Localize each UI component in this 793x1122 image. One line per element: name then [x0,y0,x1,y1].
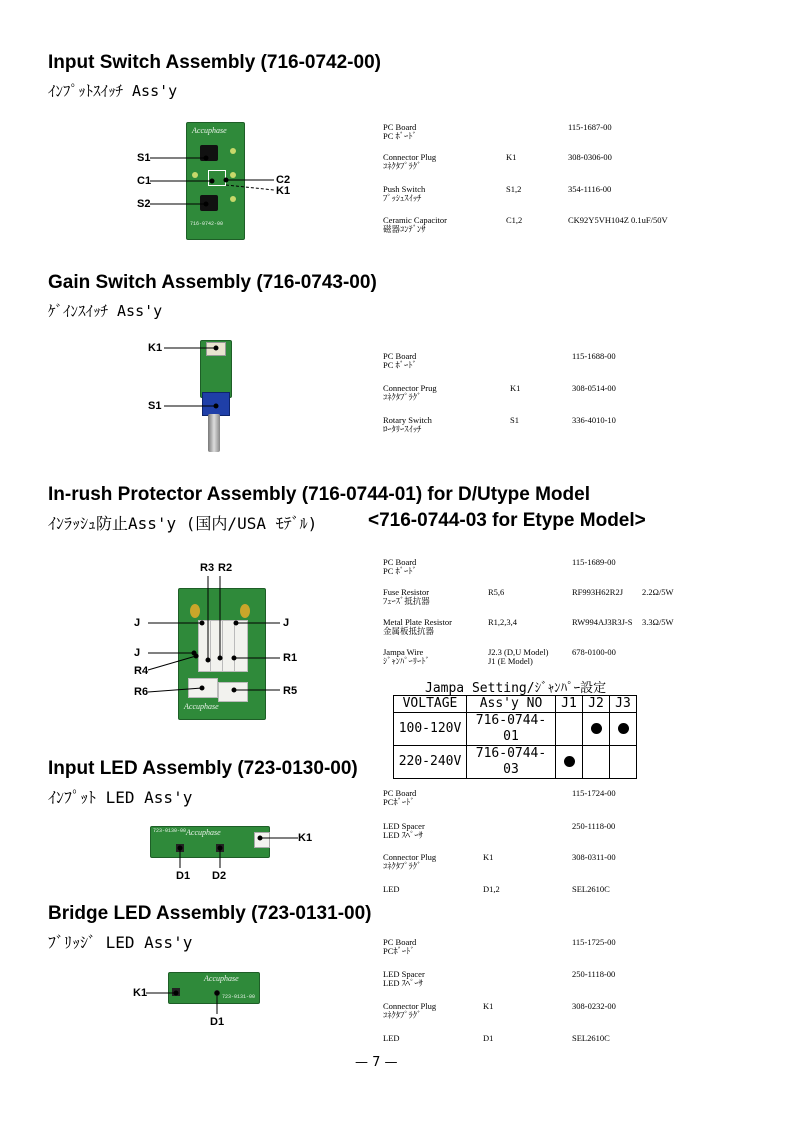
part-name-jp: ﾌｭｰｽﾞ抵抗器 [383,596,430,606]
part-name: Rotary Switch [383,415,432,425]
part-number: 115-1689-00 [572,557,616,567]
jumper-cell [583,746,610,779]
part-ref: R1,2,3,4 [488,617,518,627]
label-s1: S1 [148,400,162,412]
part-name: LED [383,1033,400,1043]
part-name-jp: PC ﾎﾞｰﾄﾞ [383,566,417,576]
part-ref: J1 (E Model) [488,656,533,666]
label-c2: C2 [276,174,291,186]
inrush-leaders [130,560,310,722]
accuphase-logo: Accuphase [186,828,221,837]
accuphase-logo: Accuphase [204,974,239,983]
label-d1: D1 [176,870,191,882]
part-number: CK92Y5VH104Z 0.1uF/50V [568,215,668,225]
label-c1: C1 [137,175,152,187]
part-name: Ceramic Capacitor [383,215,447,225]
part-number: RW994AJ3R3J-S [572,617,633,627]
input-led-title: Input LED Assembly (723-0130-00) [48,758,358,779]
label-r3: R3 [200,562,215,574]
inrush-subtitle: ｲﾝﾗｯｼｭ防止Ass'y (国内/USA ﾓﾃﾞﾙ) [48,514,318,533]
table-row [394,713,637,746]
bridge-led-title: Bridge LED Assembly (723-0131-00) [48,903,372,924]
table-header: J2 [583,696,610,713]
jumper-cell [556,746,583,779]
part-name: PC Board [383,122,417,132]
label-r6: R6 [134,686,149,698]
jumper-dot [591,723,602,734]
part-name: LED Spacer [383,821,425,831]
part-name-jp: ﾌﾟｯｼｭｽｲｯﾁ [383,193,422,203]
label-j: J [134,647,141,659]
bridge-led-photo: Accuphase 723-0131-00 [130,966,270,1028]
part-ref: K1 [483,852,494,862]
part-ref: D1 [483,1033,494,1043]
part-name: Fuse Resistor [383,587,430,597]
label-r5: R5 [283,685,298,697]
jumper-cell [610,746,637,779]
part-name-jp: PCﾎﾞｰﾄﾞ [383,797,415,807]
label-s1: S1 [137,152,151,164]
label-r1: R1 [283,652,298,664]
part-number: 250-1118-00 [572,821,616,831]
voltage-cell: 100-120V [394,713,467,746]
part-name-jp: PCﾎﾞｰﾄﾞ [383,946,415,956]
part-ref: D1,2 [483,884,500,894]
part-number: SEL2610C [572,1033,610,1043]
part-number: 308-0311-00 [572,852,616,862]
bridge-led-subtitle: ﾌﾞﾘｯｼﾞ LED Ass'y [48,933,193,952]
voltage-cell: 220-240V [394,746,467,779]
assy-cell: 716-0744-01 [467,713,556,746]
part-name-jp: ｺﾈｸﾀﾌﾟﾗｸﾞ [383,161,422,171]
part-name-jp: PC ﾎﾞｰﾄﾞ [383,131,417,141]
part-name-jp: ｺﾈｸﾀﾌﾟﾗｸﾞ [383,392,422,402]
table-header: Ass'y NO [467,696,556,713]
label-r4: R4 [134,665,149,677]
part-number: 115-1724-00 [572,788,616,798]
part-name-jp: 金属板抵抗器 [383,626,435,636]
label-j: J [283,617,290,629]
part-name: Connector Plug [383,1001,437,1011]
part-name: LED Spacer [383,969,425,979]
part-name: Connector Prug [383,383,437,393]
jumper-dot [564,756,575,767]
table-header-row [394,696,637,713]
part-ref: J2.3 (D,U Model) [488,647,549,657]
part-name: Jampa Wire [383,647,424,657]
part-name-jp: ｺﾈｸﾀﾌﾟﾗｸﾞ [383,1010,422,1020]
part-name: PC Board [383,788,417,798]
inrush-title: In-rush Protector Assembly (716-0744-01) for D/Utype Model [48,484,590,505]
part-number: 336-4010-10 [572,415,616,425]
part-name: PC Board [383,351,417,361]
part-number: 115-1687-00 [568,122,612,132]
accuphase-logo: Accuphase [192,126,227,135]
table-header: J3 [610,696,637,713]
part-name: Connector Plug [383,152,437,162]
input-switch-subtitle: ｲﾝﾌﾟｯﾄｽｲｯﾁ Ass'y [48,82,178,100]
part-number: 678-0100-00 [572,647,616,657]
input-switch-title: Input Switch Assembly (716-0742-00) [48,52,381,73]
page-number: — 7 — [355,1055,398,1070]
bridge-led-leaders [130,966,270,1028]
input-led-leaders [150,822,313,884]
part-name-jp: LED ｽﾍﾟｰｻ [383,830,423,840]
part-number: 308-0306-00 [568,152,612,162]
jumper-cell [583,713,610,746]
part-name: PC Board [383,557,417,567]
part-number: 250-1118-00 [572,969,616,979]
part-number: 308-0232-00 [572,1001,616,1011]
part-number: 115-1725-00 [572,937,616,947]
part-name-jp: PC ﾎﾞｰﾄﾞ [383,360,417,370]
part-name-jp: ｺﾈｸﾀﾌﾟﾗｸﾞ [383,861,422,871]
table-row [394,746,637,779]
gain-switch-subtitle: ｹﾞｲﾝｽｲｯﾁ Ass'y [48,302,163,320]
accuphase-logo: Accuphase [184,702,219,711]
assy-cell: 716-0744-03 [467,746,556,779]
part-name: LED [383,884,400,894]
part-ref: K1 [506,152,517,162]
part-value: 3.3Ω/5W [642,617,674,627]
part-name-jp: ﾛｰﾀﾘｰｽｲｯﾁ [383,424,422,434]
jumper-setting-table [393,695,637,779]
label-r2: R2 [218,562,233,574]
part-name: PC Board [383,937,417,947]
part-ref: S1,2 [506,184,522,194]
jumper-setting-title: Jampa Setting/ｼﾞｬﾝﾊﾟｰ設定 [425,681,607,696]
part-ref: K1 [483,1001,494,1011]
input-switch-leaders [130,118,300,243]
jumper-dot [618,723,629,734]
label-k1: K1 [298,832,313,844]
label-d1: D1 [210,1016,225,1028]
input-switch-photo: Accuphase 716-0742-00 [130,118,300,243]
label-k1: K1 [276,185,291,197]
label-j: J [134,617,141,629]
input-led-photo: 723-0130-00 Accuphase [150,822,310,884]
label-s2: S2 [137,198,151,210]
table-header: J1 [556,696,583,713]
part-ref: S1 [510,415,519,425]
part-name-jp: ｼﾞｬﾝﾊﾟｰﾘｰﾄﾞ [383,656,430,666]
label-d2: D2 [212,870,227,882]
part-number: 115-1688-00 [572,351,616,361]
part-name: Connector Plug [383,852,437,862]
part-name: Push Switch [383,184,426,194]
input-led-subtitle: ｲﾝﾌﾟｯﾄ LED Ass'y [48,788,193,807]
part-name-jp: 磁器ｺﾝﾃﾞﾝｻ [383,224,426,234]
gain-switch-title: Gain Switch Assembly (716-0743-00) [48,272,377,293]
part-value: 2.2Ω/5W [642,587,674,597]
part-name-jp: LED ｽﾍﾟｰｻ [383,978,423,988]
part-ref: C1,2 [506,215,523,225]
part-number: SEL2610C [572,884,610,894]
part-number: 308-0514-00 [572,383,616,393]
part-name: Metal Plate Resistor [383,617,452,627]
label-k1: K1 [148,342,163,354]
part-number: RF993H62R2J [572,587,624,597]
jumper-cell [556,713,583,746]
inrush-subtitle-etype: <716-0744-03 for Etype Model> [368,510,646,531]
part-number: 354-1116-00 [568,184,612,194]
label-k1: K1 [133,987,148,999]
table-header: VOLTAGE [394,696,467,713]
jumper-cell [610,713,637,746]
part-ref: R5,6 [488,587,505,597]
part-ref: K1 [510,383,521,393]
